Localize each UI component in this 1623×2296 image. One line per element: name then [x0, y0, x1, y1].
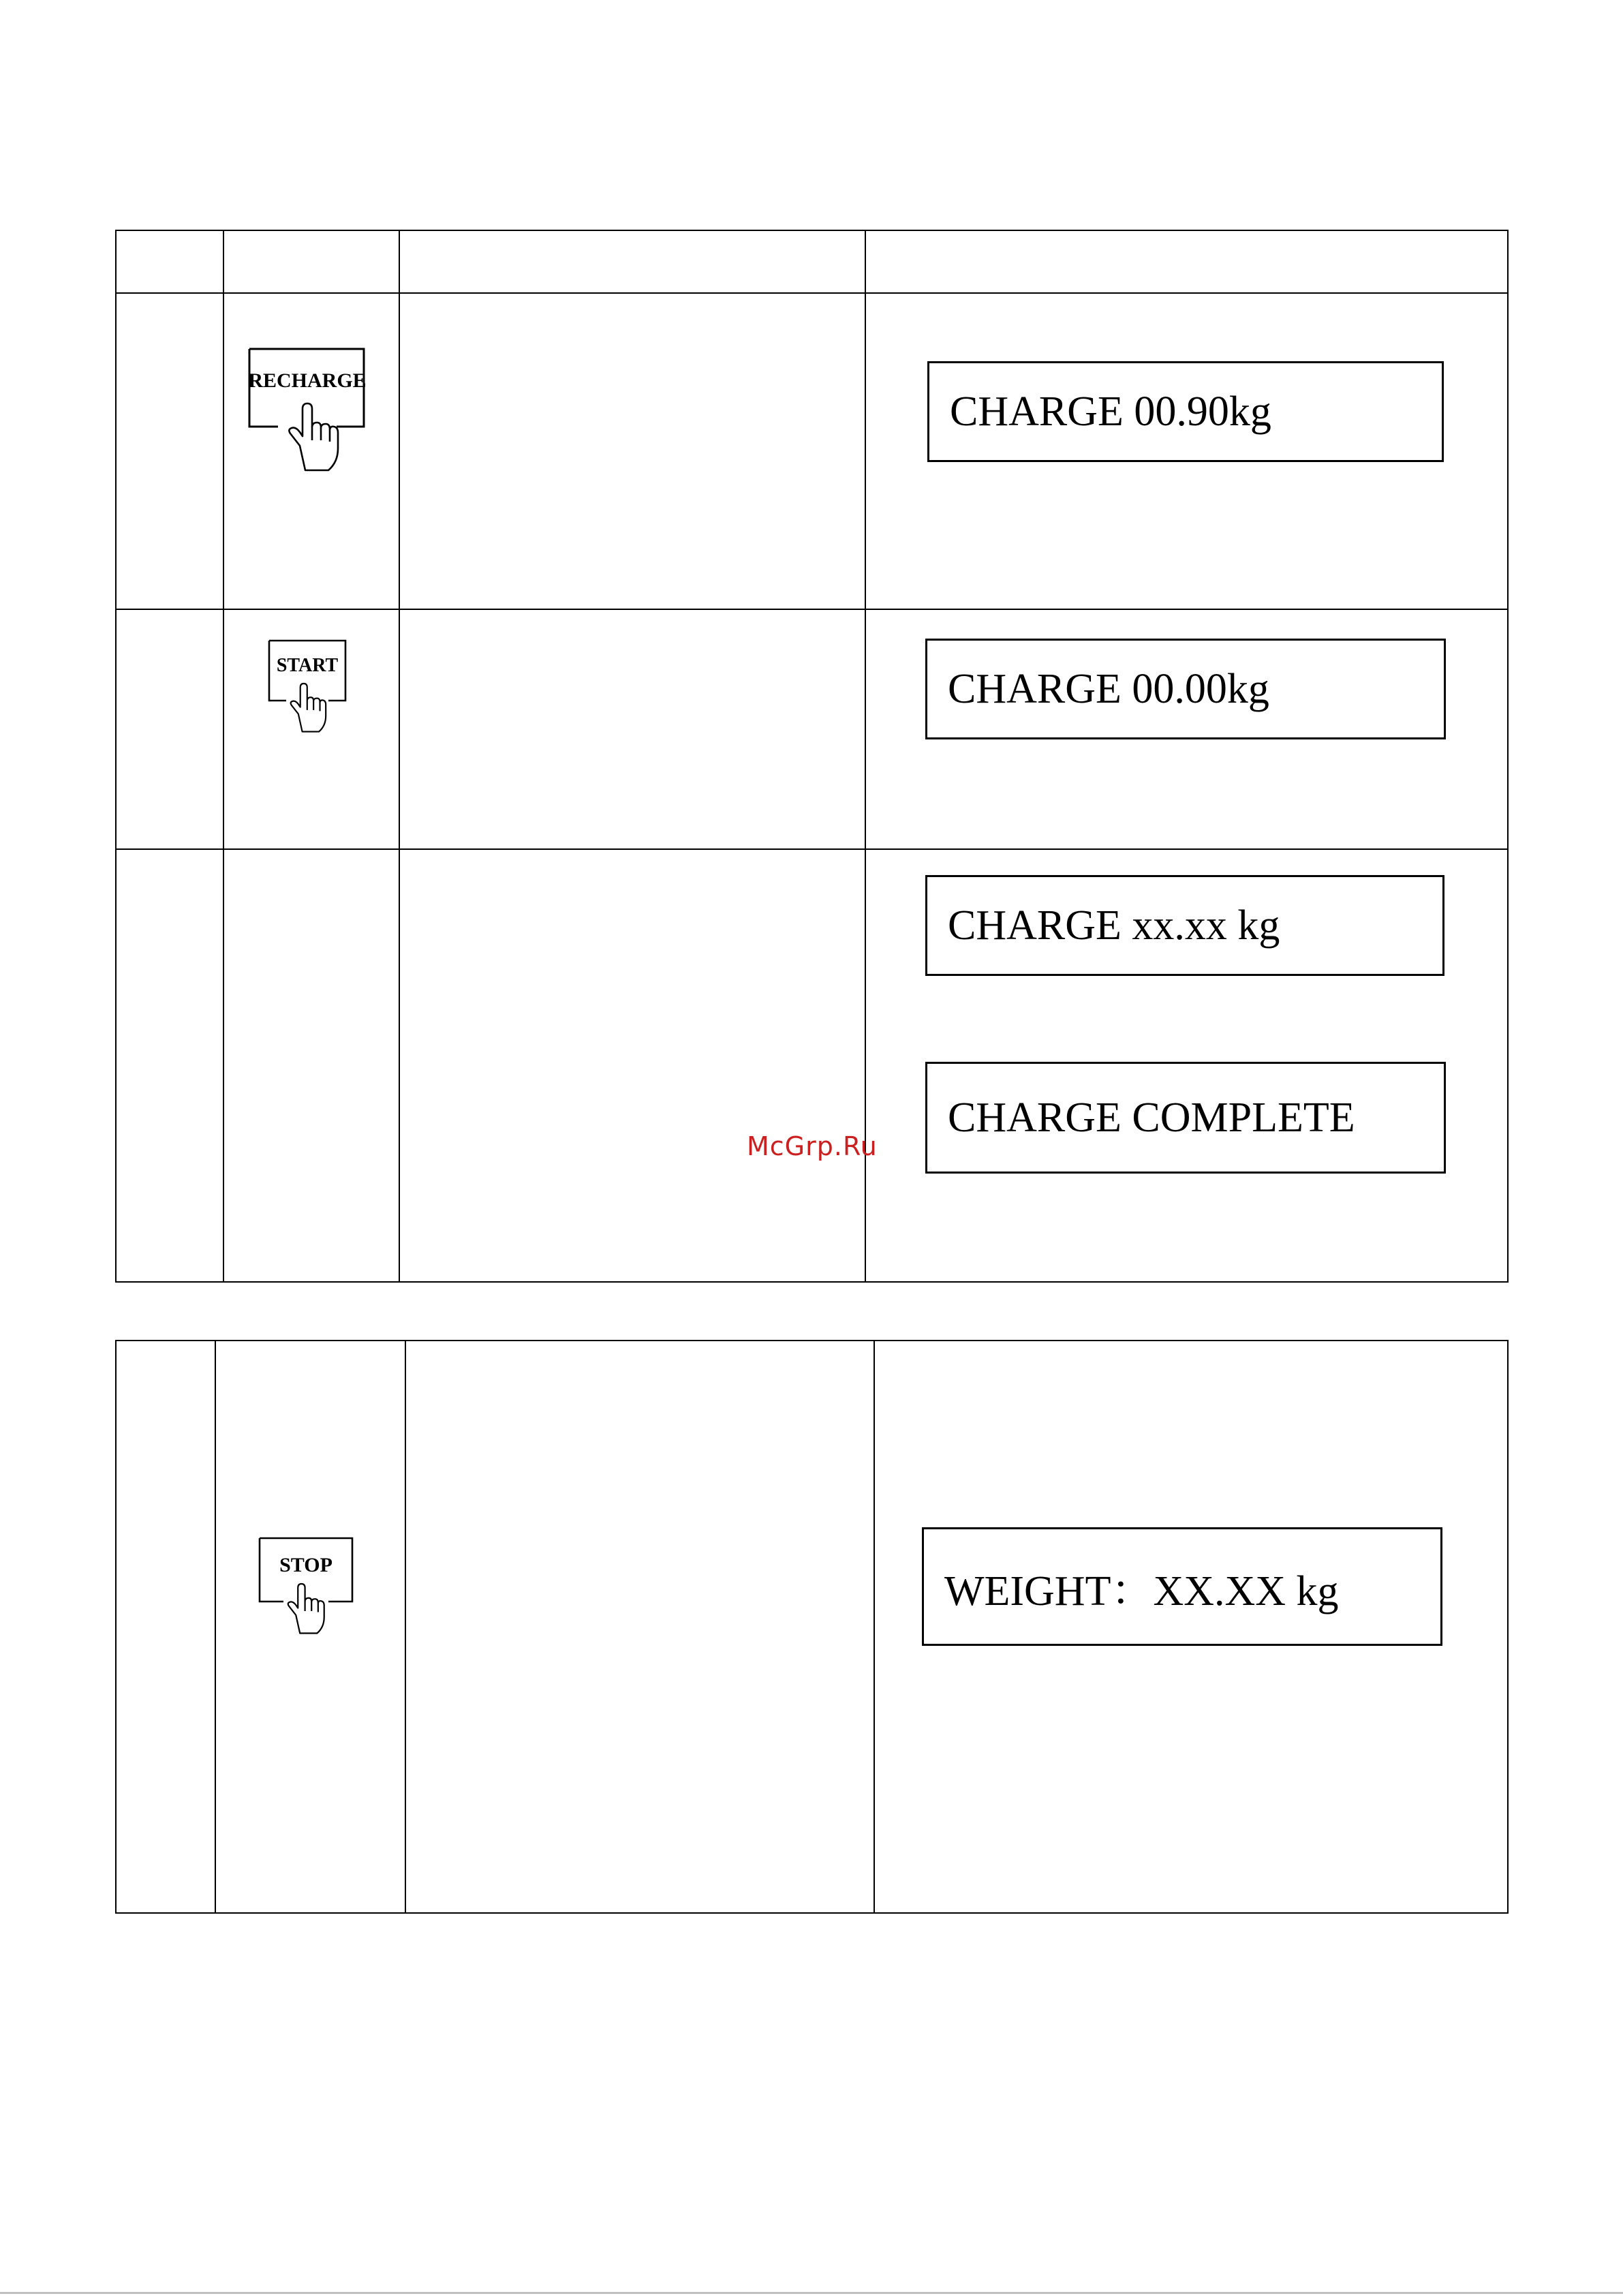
- hand-press-icon: [258, 1536, 354, 1638]
- stop-button-label: STOP: [279, 1554, 333, 1576]
- hand-press-icon: [247, 346, 368, 473]
- start-button-illustration: [267, 639, 347, 735]
- hand-press-icon: [267, 639, 347, 735]
- lcd-display-charge: CHARGE 00.90kg: [927, 361, 1444, 462]
- watermark: McGrp.Ru: [747, 1131, 878, 1161]
- lcd-display-weight: WEIGHT：XX.XX kg: [922, 1527, 1442, 1646]
- recharge-button-label: RECHARGE: [248, 369, 367, 392]
- page-bottom-rule: [0, 2292, 1623, 2294]
- lcd-display-charge-progress: CHARGE xx.xx kg: [925, 875, 1444, 976]
- start-button-label: START: [276, 655, 339, 676]
- lcd-display-charge-complete: CHARGE COMPLETE: [925, 1062, 1446, 1174]
- recharge-button-illustration: [247, 346, 368, 473]
- stop-button-illustration: [258, 1536, 354, 1638]
- lcd-display-charge: CHARGE 00.00kg: [925, 639, 1446, 739]
